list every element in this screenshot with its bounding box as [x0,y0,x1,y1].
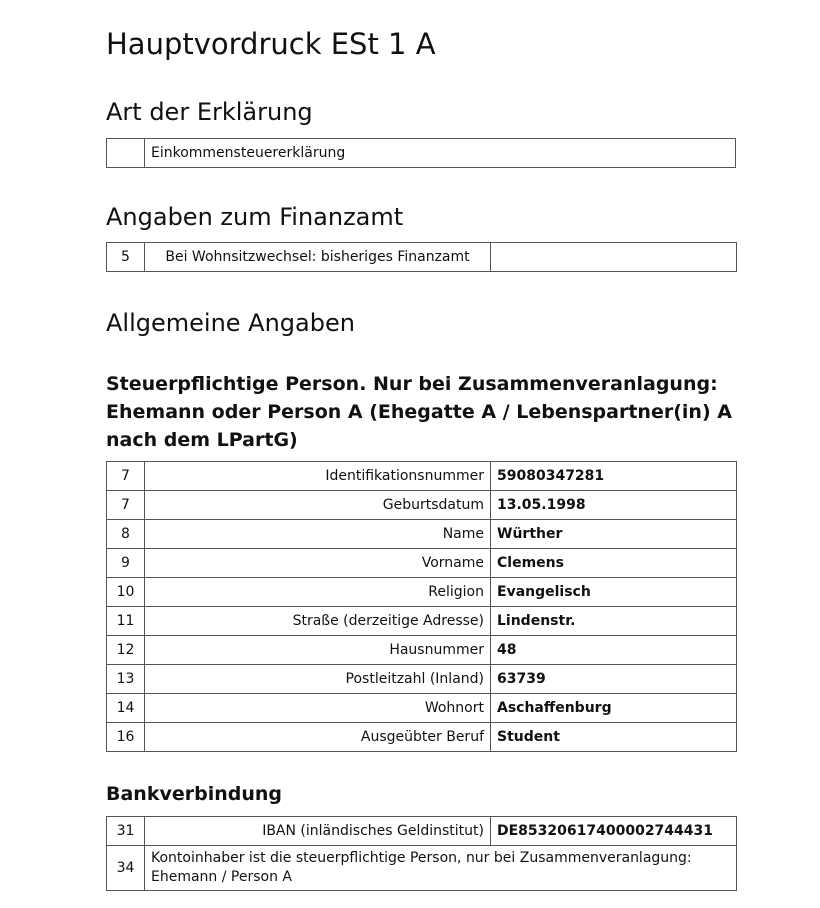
previous-tax-office-field[interactable] [491,243,737,272]
account-holder-note: Kontoinhaber ist die steuerpflichtige Person, nur bei Zusammenveranlagung: Ehemann / Person A [145,846,737,891]
row-number: 5 [107,243,145,272]
row-number: 9 [107,549,145,578]
city-field[interactable]: Aschaffenburg [491,694,737,723]
row-number: 7 [107,491,145,520]
house-number-field[interactable]: 48 [491,636,737,665]
row-number: 16 [107,723,145,752]
religion-field[interactable]: Evangelisch [491,578,737,607]
firstname-field[interactable]: Clemens [491,549,737,578]
table-row [107,549,737,578]
section-heading-finanzamt: Angaben zum Finanzamt [106,203,404,231]
field-label: Religion [145,578,491,607]
table-row [107,817,737,846]
name-field[interactable]: Würther [491,520,737,549]
row-number: 8 [107,520,145,549]
table-row [107,139,736,168]
field-label: Hausnummer [145,636,491,665]
field-label: Vorname [145,549,491,578]
table-row [107,694,737,723]
field-label: Ausgeübter Beruf [145,723,491,752]
taxpayer-subheading: Steuerpflichtige Person. Nur bei Zusammenveranlagung: Ehemann oder Person A (Ehegatte A / Lebenspartner(in) A nach dem LPartG) [106,373,732,451]
table-row [107,520,737,549]
bank-table [106,816,737,891]
id-number-field[interactable]: 59080347281 [491,462,737,491]
table-row [107,723,737,752]
page-title: Hauptvordruck ESt 1 A [106,27,436,61]
iban-field[interactable]: DE85320617400002744431 [491,817,737,846]
row-number [107,139,145,168]
field-label: Postleitzahl (Inland) [145,665,491,694]
row-number: 13 [107,665,145,694]
section-heading-allgemein: Allgemeine Angaben [106,309,355,337]
row-number: 12 [107,636,145,665]
row-number: 14 [107,694,145,723]
table-row [107,243,737,272]
field-label: Straße (derzeitige Adresse) [145,607,491,636]
declaration-type-cell[interactable]: Einkommensteuererklärung [145,139,736,168]
general-info-table [106,461,737,752]
row-number: 7 [107,462,145,491]
row-number: 11 [107,607,145,636]
table-row [107,846,737,891]
row-number: 31 [107,817,145,846]
art-table [106,138,736,168]
section-heading-bank: Bankverbindung [106,783,283,805]
row-number: 10 [107,578,145,607]
field-label: Bei Wohnsitzwechsel: bisheriges Finanzamt [145,243,491,272]
table-row [107,636,737,665]
section-heading-art: Art der Erklärung [106,98,313,126]
finanzamt-table [106,242,737,272]
table-row [107,462,737,491]
field-label: IBAN (inländisches Geldinstitut) [145,817,491,846]
birthdate-field[interactable]: 13.05.1998 [491,491,737,520]
street-field[interactable]: Lindenstr. [491,607,737,636]
table-row [107,491,737,520]
table-row [107,607,737,636]
field-label: Wohnort [145,694,491,723]
table-row [107,665,737,694]
row-number: 34 [107,846,145,891]
table-row [107,578,737,607]
field-label: Identifikationsnummer [145,462,491,491]
postal-code-field[interactable]: 63739 [491,665,737,694]
field-label: Name [145,520,491,549]
occupation-field[interactable]: Student [491,723,737,752]
field-label: Geburtsdatum [145,491,491,520]
